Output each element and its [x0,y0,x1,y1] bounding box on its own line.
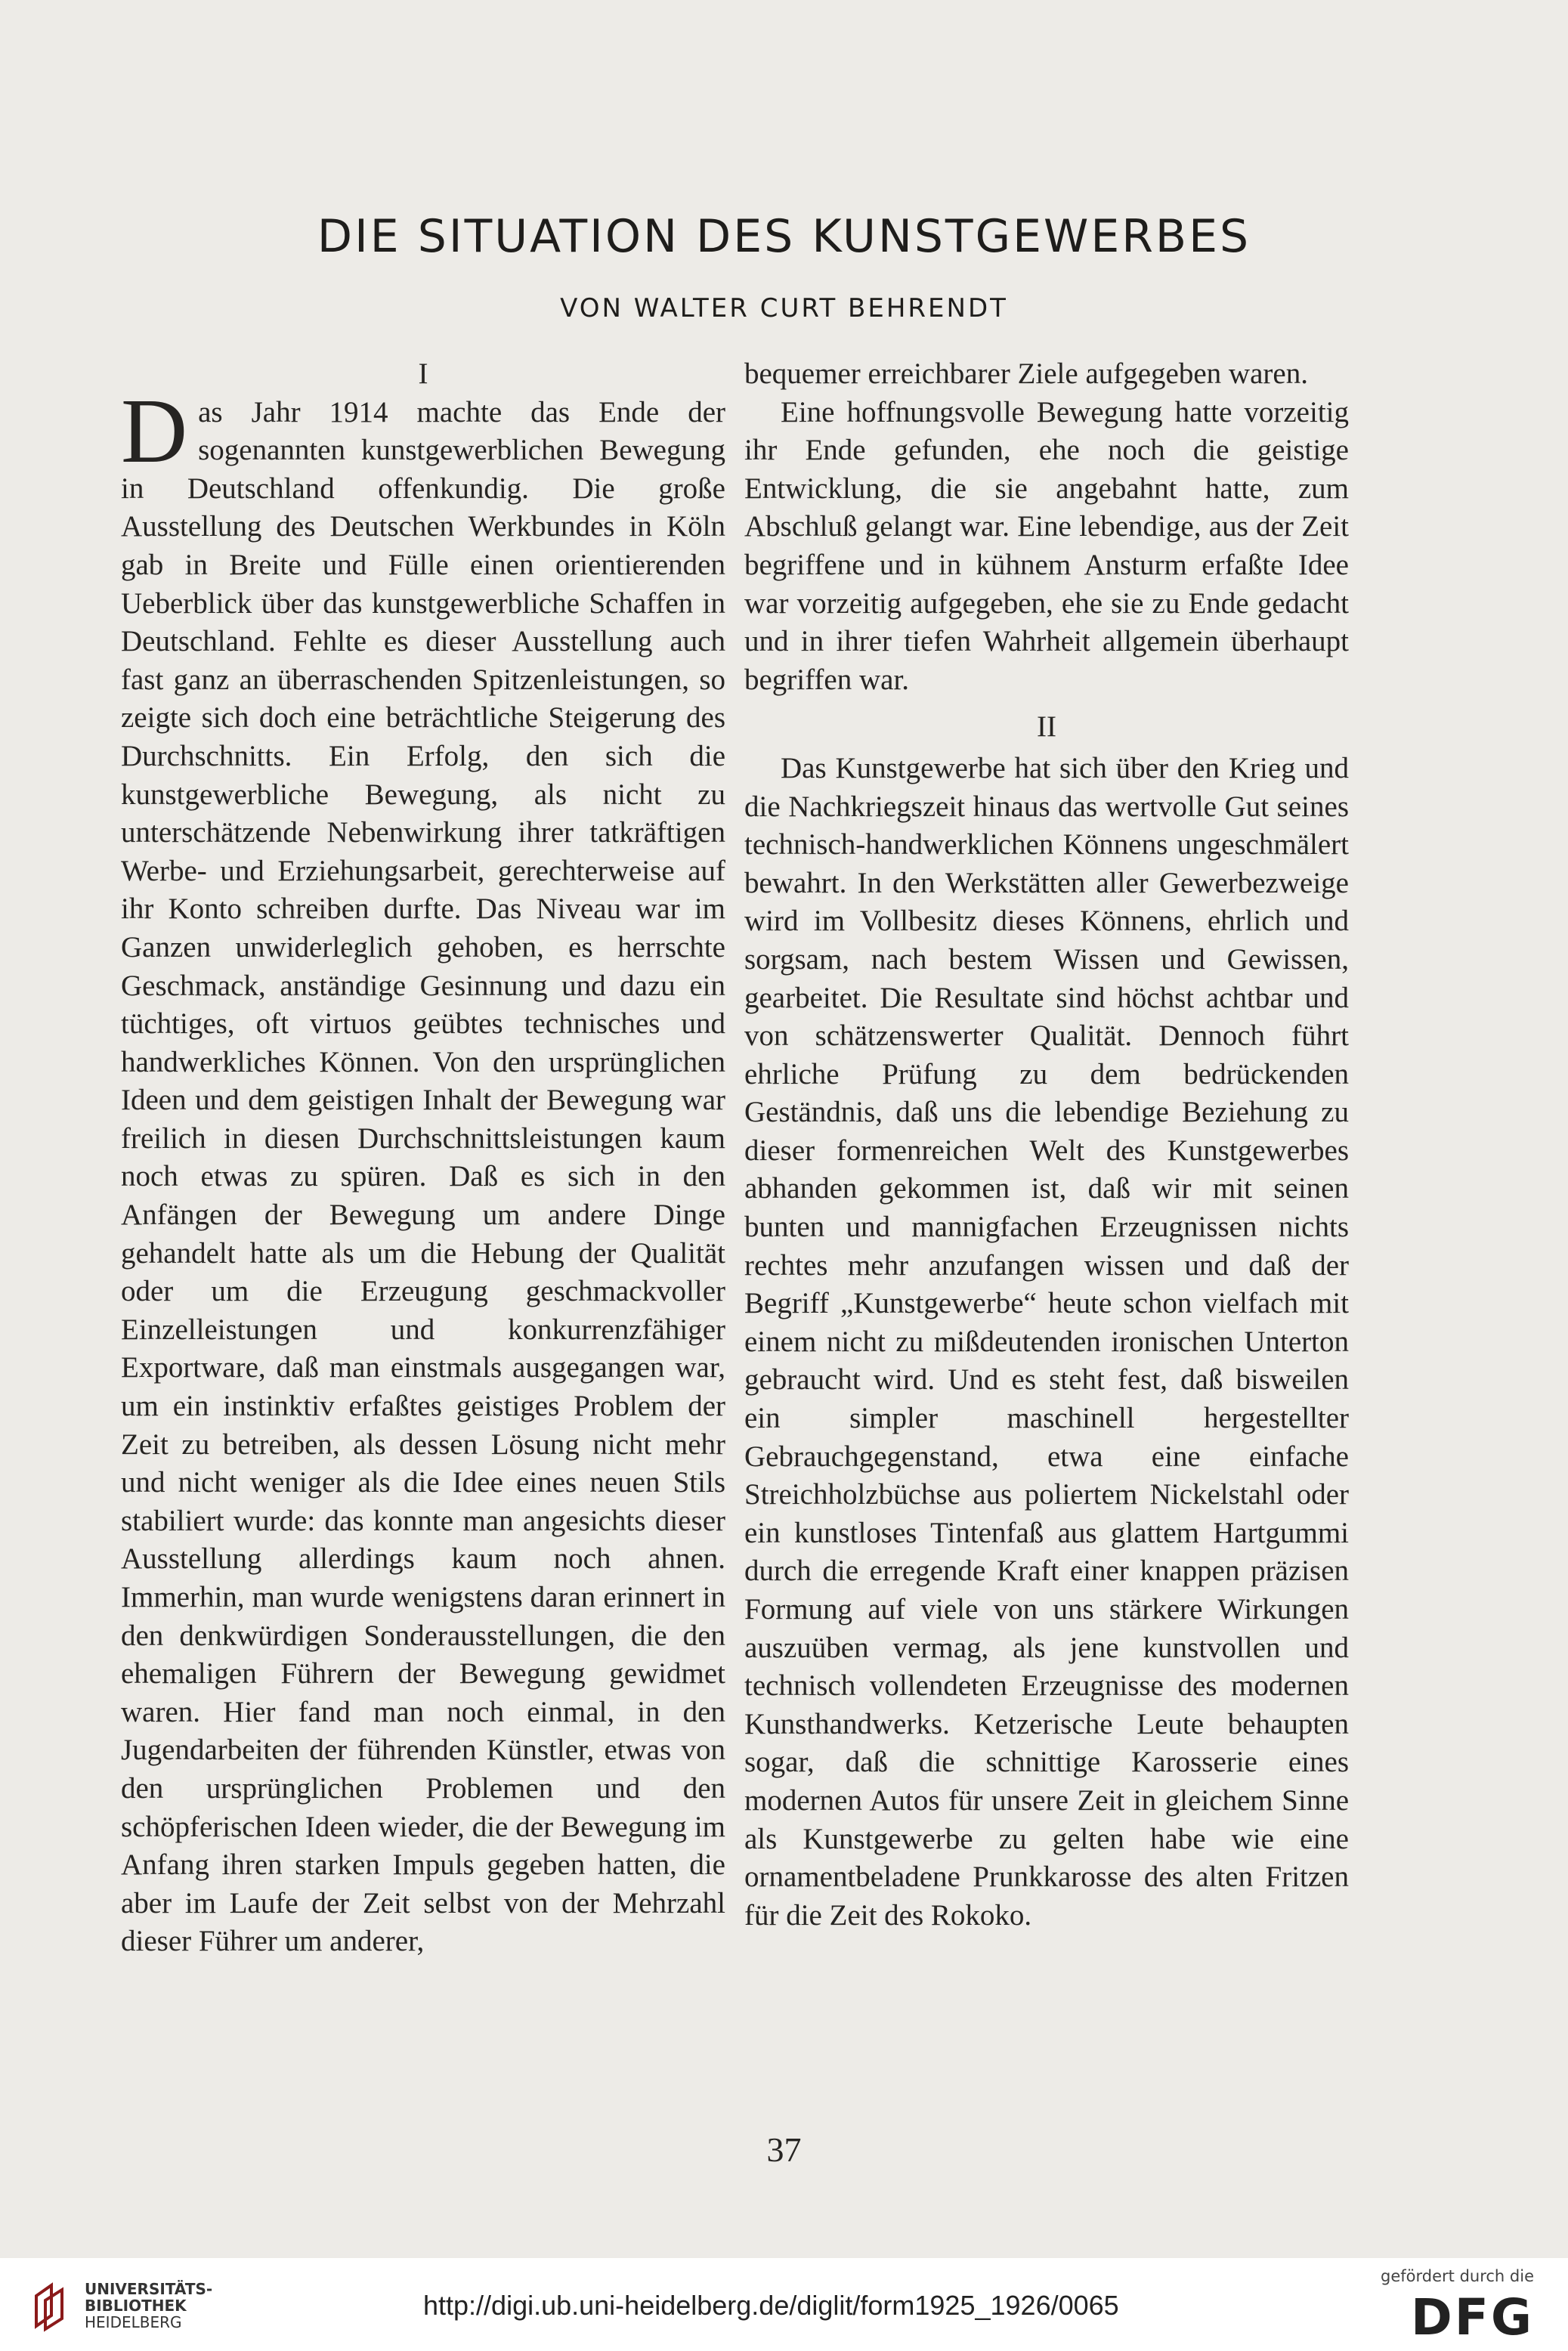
drop-cap: D [121,379,188,482]
text-column-left [121,355,725,1961]
library-name-line3: HEIDELBERG [85,2313,182,2331]
dfg-logo: DFG [1410,2288,1534,2346]
paragraph-opening-text: as Jahr 1914 machte das Ende der sogenannten kunstgewerblichen Bewegung in Deutschland offenkundig. Die große Ausstellung des Deutschen Werkbundes in Köln gab in Breite und Fülle einen orientierenden Ueberblick über das kunstgewerbliche Schaffen in Deutschland. Fehlte es dieser Ausstellung auch fast ganz an überraschenden Spitzenleistungen, so zeigte sich doch eine beträchtliche Steigerung des Durchschnitts. Ein Erfolg, den sich die kunstgewerbliche Bewegung, als nicht zu unterschätzende Nebenwirkung ihrer tatkräftigen Werbe- und Erziehungsarbeit, gerechterweise auf ihr Konto schreiben durfte. Das Niveau war im Ganzen unwiderleglich gehoben, es herrschte Geschmack, anständige Gesinnung und dazu ein tüchtiges, oft virtuos geübtes technisches und handwerkliches Können. Von den ursprünglichen Ideen und dem geistigen Inhalt der Bewegung war freilich in diesen Durchschnittsleistungen kaum noch etwas zu spüren. Daß es sich in den Anfängen der Bewegung um andere Dinge gehandelt hatte als um die Hebung der Qualität oder um die Erzeugung geschmackvoller Einzelleistungen und konkurrenzfähiger Exportware, daß man einstmals ausgegangen war, um ein instinktiv erfaßtes geistiges Problem der Zeit zu betreiben, als dessen Lösung nicht mehr und nicht weniger als die Idee eines neuen Stils stabiliert wurde: das konnte man angesichts dieser Ausstellung allerdings kaum noch ahnen. Immerhin, man wurde wenigstens daran erinnert in den denkwürdigen Sonderausstellungen, die den ehemaligen Führern der Bewegung gewidmet waren. Hier fand man noch einmal, in den Jugendarbeiten der führenden Künstler, etwas von den ursprünglichen Problemen und den schöpferischen Ideen wieder, die der Bewegung im Anfang ihren starken Impuls gegeben hatten, die aber im Laufe der Zeit selbst von der Mehrzahl dieser Führer um anderer, [121,395,725,1958]
permalink-url[interactable]: http://digi.ub.uni-heidelberg.de/diglit/form1925_1926/0065 [423,2290,1119,2321]
paragraph-opening [121,379,725,1961]
library-name [85,2281,212,2331]
paragraph: Eine hoffnungsvolle Bewegung hatte vorzeitig ihr Ende gefunden, ehe noch die geistige Entwicklung, die sie angebahnt hatte, zum Abschluß gelangt war. Eine lebendige, aus der Zeit begriffene und in kühnem Ansturm erfaßte Idee war vorzeitig aufgegeben, ehe sie zu Ende gedacht und in ihrer tiefen Wahrheit allgemein überhaupt begriffen war. [744,395,1349,696]
library-name-line1: UNIVERSITÄTS- [85,2280,213,2298]
paragraph-continuation: bequemer erreichbarer Ziele aufgegeben waren. [744,357,1308,390]
article-byline: VON WALTER CURT BEHRENDT [560,293,1008,323]
page-number: 37 [766,2130,802,2169]
text-column-right [744,355,1349,1935]
library-name-line2: BIBLIOTHEK [85,2297,187,2315]
section-heading-1: I [418,357,428,390]
funding-caption: gefördert durch die [1381,2267,1534,2285]
article-title: DIE SITUATION DES KUNSTGEWERBES [317,210,1251,263]
section-heading-2: II [1037,710,1056,744]
library-logo-icon [30,2279,73,2332]
paragraph: Das Kunstgewerbe hat sich über den Krieg und die Nachkriegszeit hinaus das wertvolle Gut seines technisch-handwerklichen Könnens ungeschmälert bewahrt. In den Werkstätten aller Gewerbezweige wird im Vollbesitz dieses Könnens, ehrlich und sorgsam, nach bestem Wissen und Gewissen, gearbeitet. Die Resultate sind höchst achtbar und von schätzenswerter Qualität. Dennoch führt ehrliche Prüfung zu dem bedrückenden Geständnis, daß uns die lebendige Beziehung zu dieser formenreichen Welt des Kunstgewerbes abhanden gekommen ist, daß wir mit seinen bunten und mannigfachen Erzeugnissen nichts rechtes mehr anzufangen wissen und daß der Begriff „Kunstgewerbe“ heute schon vielfach mit einem nicht zu mißdeutenden ironischen Unterton gebraucht wird. Und es steht fest, daß bisweilen ein simpler maschinell hergestellter Gebrauchgegenstand, etwa eine einfache Streichholzbüchse aus poliertem Nickelstahl oder ein kunstloses Tintenfaß aus glattem Hartgummi durch die erregende Kraft einer knappen präzisen Formung auf viele von uns stärkere Wirkungen auszuüben vermag, als jene kunstvollen und technisch vollendeten Erzeugnisse des modernen Kunsthandwerks. Ketzerische Leute behaupten sogar, daß die schnittige Karosserie eines modernen Autos für unsere Zeit in gleichem Sinne als Kunstgewerbe zu gelten habe wie eine ornamentbeladene Prunkkarosse des alten Fritzen für die Zeit des Rokoko. [744,751,1349,1932]
footer-bar [0,2258,1568,2351]
